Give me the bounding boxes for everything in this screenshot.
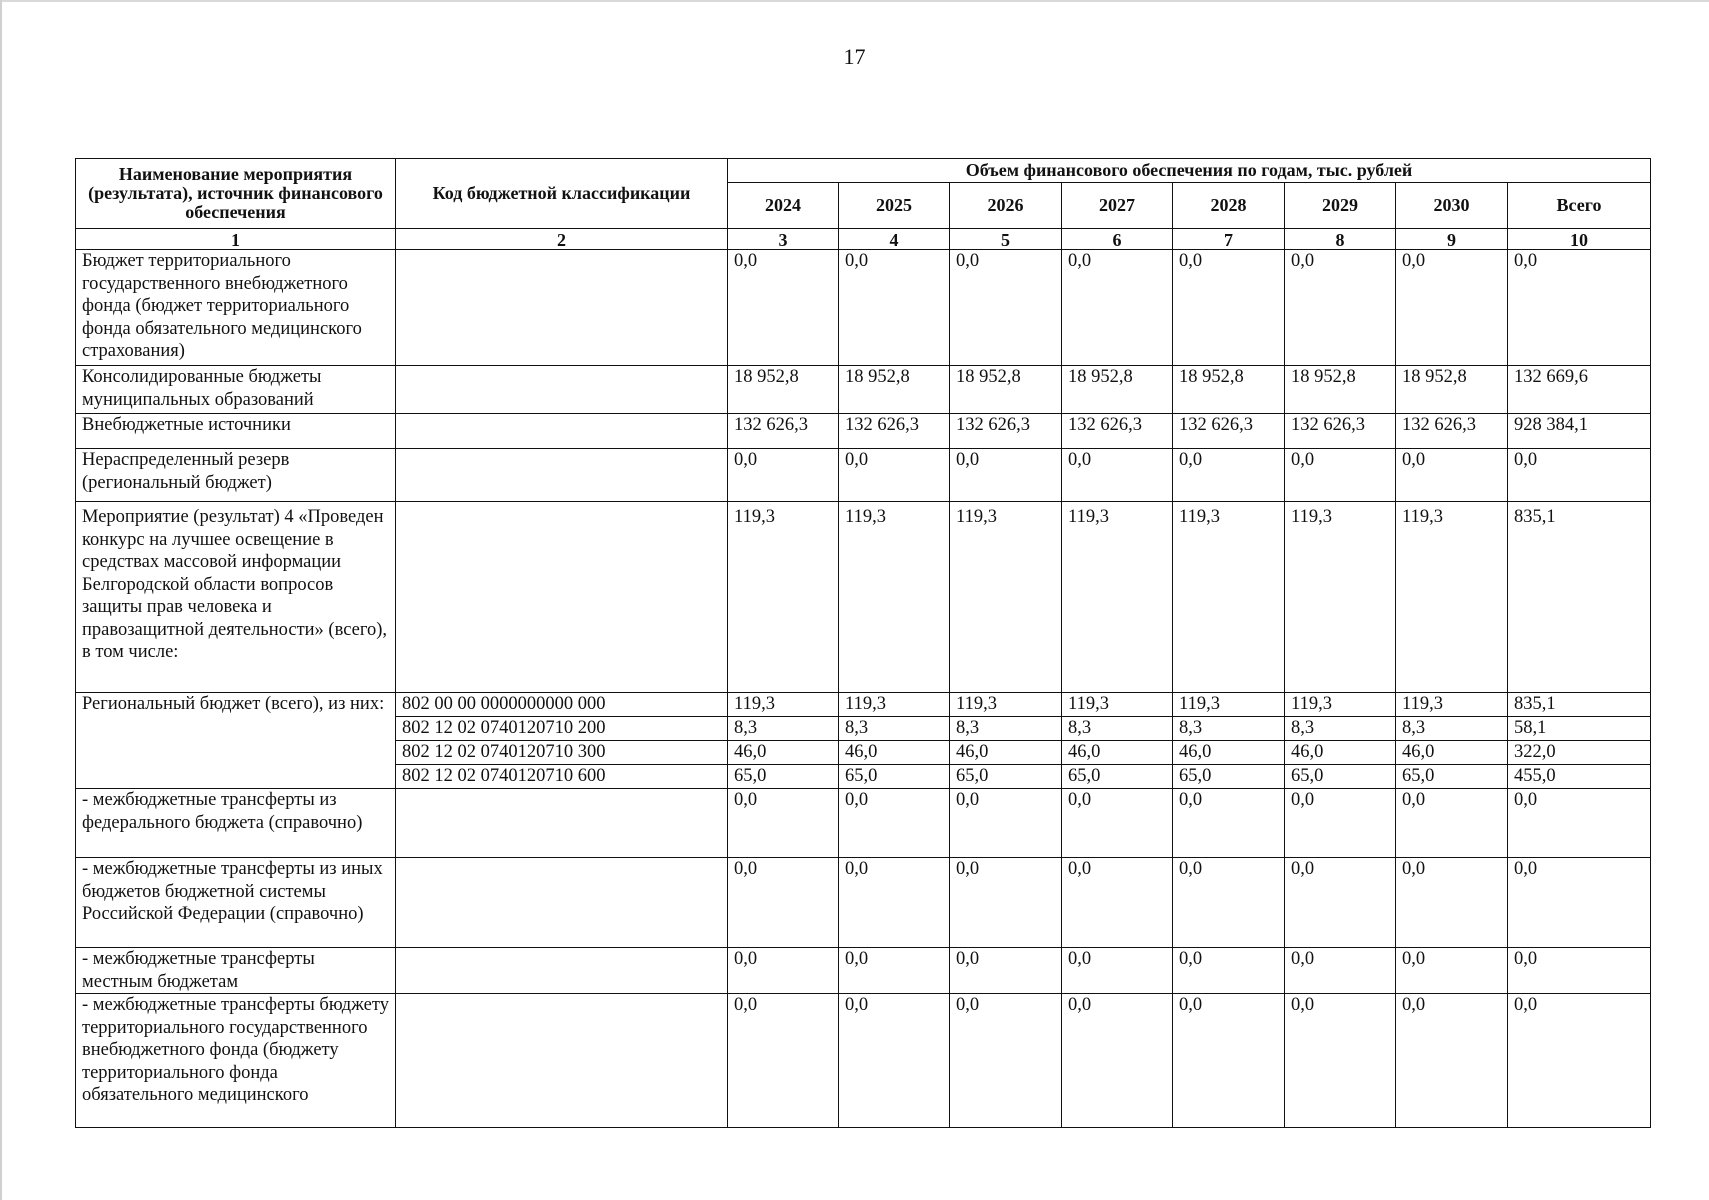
- table-row: [76, 789, 1651, 858]
- row-value: 18 952,8: [728, 366, 839, 414]
- row-value: 0,0: [1173, 994, 1285, 1128]
- row-value: 119,3: [1285, 693, 1396, 717]
- row-code: [396, 366, 728, 414]
- row-value: 119,3: [1396, 693, 1508, 717]
- header-year: 2030: [1396, 183, 1508, 229]
- row-value: 46,0: [1396, 741, 1508, 765]
- row-value: 65,0: [1062, 765, 1173, 789]
- column-number: 9: [1396, 229, 1508, 250]
- row-value: 0,0: [1396, 994, 1508, 1128]
- row-value: 18 952,8: [839, 366, 950, 414]
- table-row-measure: [76, 502, 1651, 693]
- row-name: - межбюджетные трансферты бюджету территориального государственного внебюджетного фонда (бюджету территориального фонда обязательного медицинского: [76, 994, 396, 1128]
- row-total: 0,0: [1508, 250, 1651, 366]
- row-value: 0,0: [1396, 250, 1508, 366]
- scan-edge-left: [0, 0, 2, 1200]
- row-code: 802 00 00 0000000000 000: [396, 693, 728, 717]
- row-value: 18 952,8: [1173, 366, 1285, 414]
- row-value: 18 952,8: [950, 366, 1062, 414]
- row-value: 132 626,3: [728, 414, 839, 449]
- page-number: 17: [843, 44, 866, 69]
- header-year: 2026: [950, 183, 1062, 229]
- row-value: 65,0: [728, 765, 839, 789]
- row-total: 835,1: [1508, 693, 1651, 717]
- row-value: 46,0: [1062, 741, 1173, 765]
- row-value: 0,0: [1173, 948, 1285, 994]
- column-number: 4: [839, 229, 950, 250]
- row-value: 0,0: [1396, 789, 1508, 858]
- row-value: 0,0: [1396, 858, 1508, 948]
- row-value: 0,0: [950, 250, 1062, 366]
- row-value: 0,0: [839, 858, 950, 948]
- row-value: 0,0: [1396, 948, 1508, 994]
- column-number: 5: [950, 229, 1062, 250]
- header-year: 2027: [1062, 183, 1173, 229]
- row-value: 0,0: [1062, 994, 1173, 1128]
- row-value: 0,0: [1173, 858, 1285, 948]
- table-row: [76, 366, 1651, 414]
- row-value: 119,3: [950, 502, 1062, 693]
- row-value: 0,0: [1285, 789, 1396, 858]
- row-value: 0,0: [1173, 789, 1285, 858]
- row-total: 0,0: [1508, 994, 1651, 1128]
- row-value: 0,0: [1396, 449, 1508, 502]
- row-value: 18 952,8: [1285, 366, 1396, 414]
- column-number: 2: [396, 229, 728, 250]
- row-value: 132 626,3: [1396, 414, 1508, 449]
- row-code: [396, 994, 728, 1128]
- row-value: 0,0: [728, 858, 839, 948]
- row-name: Нераспределенный резерв (региональный бюджет): [76, 449, 396, 502]
- row-value: 119,3: [728, 693, 839, 717]
- row-value: 119,3: [1396, 502, 1508, 693]
- row-code: 802 12 02 0740120710 300: [396, 741, 728, 765]
- row-total: 455,0: [1508, 765, 1651, 789]
- row-value: 0,0: [1285, 250, 1396, 366]
- row-value: 0,0: [950, 789, 1062, 858]
- row-value: 8,3: [728, 717, 839, 741]
- column-number: 7: [1173, 229, 1285, 250]
- column-number: 10: [1508, 229, 1651, 250]
- row-value: 0,0: [1062, 948, 1173, 994]
- row-value: 18 952,8: [1396, 366, 1508, 414]
- table-row: [76, 250, 1651, 366]
- table-row: [76, 994, 1651, 1128]
- row-value: 46,0: [1285, 741, 1396, 765]
- row-value: 0,0: [728, 994, 839, 1128]
- scan-edge-top: [0, 0, 1709, 2]
- row-name: Мероприятие (результат) 4 «Проведен конкурс на лучшее освещение в средствах массовой информации Белгородской области вопросов защиты прав человека и правозащитной деятельности» (всего), в том числе:: [76, 502, 396, 693]
- header-year: 2029: [1285, 183, 1396, 229]
- row-value: 8,3: [1062, 717, 1173, 741]
- row-value: 119,3: [1173, 693, 1285, 717]
- row-code: [396, 948, 728, 994]
- row-code: [396, 250, 728, 366]
- row-value: 0,0: [1285, 948, 1396, 994]
- table-row: [76, 948, 1651, 994]
- row-value: 8,3: [1173, 717, 1285, 741]
- row-value: 0,0: [1285, 994, 1396, 1128]
- row-code: [396, 502, 728, 693]
- row-total: 0,0: [1508, 789, 1651, 858]
- table-row: [76, 414, 1651, 449]
- row-name: - межбюджетные трансферты местным бюджетам: [76, 948, 396, 994]
- row-code: 802 12 02 0740120710 600: [396, 765, 728, 789]
- row-value: 119,3: [1285, 502, 1396, 693]
- row-value: 0,0: [1285, 858, 1396, 948]
- table-row-regional: [76, 693, 1651, 717]
- row-value: 0,0: [950, 858, 1062, 948]
- row-value: 132 626,3: [1173, 414, 1285, 449]
- budget-table: [75, 158, 1651, 1128]
- row-value: 46,0: [950, 741, 1062, 765]
- header-year: 2024: [728, 183, 839, 229]
- row-value: 65,0: [950, 765, 1062, 789]
- row-total: 0,0: [1508, 858, 1651, 948]
- row-value: 132 626,3: [1285, 414, 1396, 449]
- row-value: 8,3: [1285, 717, 1396, 741]
- row-code: 802 12 02 0740120710 200: [396, 717, 728, 741]
- row-value: 119,3: [728, 502, 839, 693]
- row-value: 0,0: [728, 789, 839, 858]
- row-code: [396, 414, 728, 449]
- row-name: Региональный бюджет (всего), из них:: [76, 693, 396, 789]
- table-row: [76, 449, 1651, 502]
- row-name: - межбюджетные трансферты из иных бюджетов бюджетной системы Российской Федерации (справочно): [76, 858, 396, 948]
- row-value: 0,0: [728, 948, 839, 994]
- row-name: - межбюджетные трансферты из федерального бюджета (справочно): [76, 789, 396, 858]
- row-total: 0,0: [1508, 449, 1651, 502]
- row-code: [396, 858, 728, 948]
- row-value: 119,3: [950, 693, 1062, 717]
- row-value: 119,3: [839, 693, 950, 717]
- row-value: 0,0: [1062, 789, 1173, 858]
- column-number: 1: [76, 229, 396, 250]
- header-total: Всего: [1508, 183, 1651, 229]
- row-value: 8,3: [950, 717, 1062, 741]
- header-year: 2025: [839, 183, 950, 229]
- row-value: 0,0: [839, 948, 950, 994]
- row-value: 65,0: [1396, 765, 1508, 789]
- row-value: 0,0: [1173, 250, 1285, 366]
- row-value: 0,0: [728, 449, 839, 502]
- column-number: 3: [728, 229, 839, 250]
- row-value: 18 952,8: [1062, 366, 1173, 414]
- row-value: 46,0: [1173, 741, 1285, 765]
- table-row: [76, 858, 1651, 948]
- column-number: 6: [1062, 229, 1173, 250]
- row-value: 0,0: [1062, 449, 1173, 502]
- row-value: 0,0: [1062, 250, 1173, 366]
- row-total: 928 384,1: [1508, 414, 1651, 449]
- row-value: 0,0: [839, 250, 950, 366]
- row-value: 65,0: [1285, 765, 1396, 789]
- row-total: 132 669,6: [1508, 366, 1651, 414]
- row-value: 0,0: [950, 994, 1062, 1128]
- header-volume-group: Объем финансового обеспечения по годам, тыс. рублей: [728, 159, 1651, 183]
- row-code: [396, 449, 728, 502]
- row-value: 46,0: [728, 741, 839, 765]
- row-total: 835,1: [1508, 502, 1651, 693]
- row-value: 119,3: [1173, 502, 1285, 693]
- row-value: 0,0: [839, 994, 950, 1128]
- row-value: 132 626,3: [839, 414, 950, 449]
- header-code-column: Код бюджетной классификации: [396, 159, 728, 229]
- row-value: 0,0: [839, 789, 950, 858]
- row-total: 0,0: [1508, 948, 1651, 994]
- row-name: Консолидированные бюджеты муниципальных образований: [76, 366, 396, 414]
- row-name: Бюджет территориального государственного внебюджетного фонда (бюджет территориального фонда обязательного медицинского страхования): [76, 250, 396, 366]
- row-value: 119,3: [1062, 502, 1173, 693]
- header-name-column: Наименование мероприятия (результата), источник финансового обеспечения: [76, 159, 396, 229]
- row-value: 0,0: [1285, 449, 1396, 502]
- row-value: 132 626,3: [1062, 414, 1173, 449]
- header-year: 2028: [1173, 183, 1285, 229]
- row-value: 0,0: [1062, 858, 1173, 948]
- row-value: 8,3: [839, 717, 950, 741]
- row-value: 65,0: [1173, 765, 1285, 789]
- row-value: 132 626,3: [950, 414, 1062, 449]
- row-total: 58,1: [1508, 717, 1651, 741]
- row-value: 65,0: [839, 765, 950, 789]
- row-value: 119,3: [839, 502, 950, 693]
- row-value: 0,0: [728, 250, 839, 366]
- row-total: 322,0: [1508, 741, 1651, 765]
- row-value: 0,0: [839, 449, 950, 502]
- row-value: 8,3: [1396, 717, 1508, 741]
- row-value: 0,0: [950, 948, 1062, 994]
- column-number: 8: [1285, 229, 1396, 250]
- row-code: [396, 789, 728, 858]
- row-name: Внебюджетные источники: [76, 414, 396, 449]
- row-value: 0,0: [950, 449, 1062, 502]
- row-value: 0,0: [1173, 449, 1285, 502]
- row-value: 46,0: [839, 741, 950, 765]
- row-value: 119,3: [1062, 693, 1173, 717]
